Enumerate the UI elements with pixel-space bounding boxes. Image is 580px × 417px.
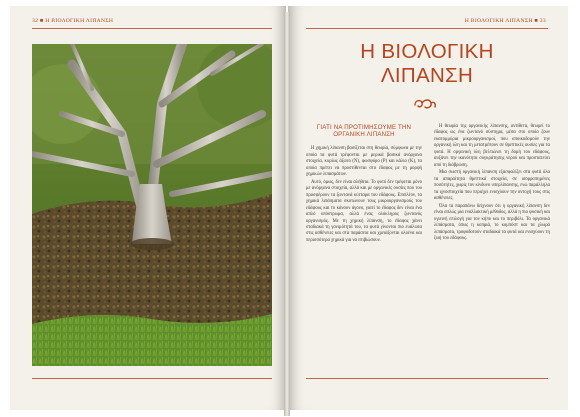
left-running-head: 32 ■ Η ΒΙΟΛΟΓΙΚΗ ΛΙΠΑΝΣΗ <box>32 18 114 24</box>
right-page <box>288 6 568 410</box>
ornament-icon <box>412 97 438 113</box>
column1-paragraph: Η χημική λίπανση βασίζεται στη θεωρία, σύμφωνα με την οποία τα φυτά τρέφονται με μερικά βασικά ανόργανα στοιχεία, κυρίως άζωτο (N), φωσφόρο (P) και κάλιο (K), τα οποία πρέπει να προστίθενται στο έδαφος με τη μορφή χημικών λιπασμάτων. <box>306 146 422 178</box>
column1-paragraph: Αυτό, όμως, δεν είναι αλήθεια. Το φυτό δεν τρέφεται μόνο με ανόργανα στοιχεία, αλλά και με οργανικές ουσίες που του προσφέρουν τα ζωντανά κύτταρα του εδάφους. Επιπλέον, τα χημικά λιπάσματα σκοτώνουν τους μικροοργανισμούς του εδάφους και το κάνουν άγονο, γιατί το έδαφος δεν είναι ένα απλό υπόστρωμα, αλλά ένας ολόκληρος ζωντανός οργανισμός. Με τη χημική λίπανση, το έδαφος χάνει σταδιακά τη γονιμότητά του, τα φυτά γίνονται πιο ευάλωτα στις ασθένειες και στα παράσιτα και χρειάζονται ολοένα και περισσότερα χημικά για να επιβιώσουν. <box>306 179 422 243</box>
chapter-title-line1: Η ΒΙΟΛΟΓΙΚΗ <box>360 40 494 63</box>
left-footer-rule <box>32 378 272 379</box>
book-gutter <box>284 12 290 416</box>
left-page <box>10 6 286 410</box>
book-spread <box>10 6 568 410</box>
tree-manure-photo <box>32 44 272 366</box>
column2-paragraph: Η θεωρία της οργανικής λίπανσης, αντίθετα, θεωρεί το έδαφος ως ένα ζωντανό σύστημα, μέσα στο οποίο ζουν εκατομμύρια μικροοργανισμοί, που αποικοδομούν την οργανική ύλη και τη μετατρέπουν σε θρεπτικές ουσίες για τα φυτά. Η οργανική ύλη βελτιώνει τη δομή του εδάφους, αυξάνει την ικανότητα συγκράτησης νερού και προστατεύει από τη διάβρωση. <box>434 124 550 168</box>
right-running-head: Η ΒΙΟΛΟΓΙΚΗ ΛΙΠΑΝΣΗ ■ 33 <box>464 18 546 24</box>
left-header-rule <box>32 28 272 29</box>
text-column-1 <box>306 124 422 246</box>
text-column-2 <box>434 124 550 244</box>
chapter-title <box>306 40 548 88</box>
column2-paragraph: Μια σωστή οργανική λίπανση εξασφαλίζει στα φυτά όλα τα απαραίτητα θρεπτικά στοιχεία, σε ισορροπημένες ποσότητες, χωρίς τον κίνδυνο υπερλίπανσης, ενώ παράλληλα τα ιχνοστοιχεία που περιέχει ενισχύουν την αντοχή τους στις ασθένειες. <box>434 170 550 202</box>
right-footer-rule <box>306 378 548 379</box>
chapter-title-line2: ΛΙΠΑΝΣΗ <box>380 64 474 87</box>
section-subheading: ΓΙΑΤΙ ΝΑ ΠΡΟΤΙΜΗΣΟΥΜΕ ΤΗΝ ΟΡΓΑΝΙΚΗ ΛΙΠΑΝΣΗ <box>316 124 412 139</box>
right-header-rule <box>306 28 548 29</box>
column2-paragraph: Όλα τα παραπάνω δείχνουν ότι η οργανική λίπανση δεν είναι απλώς μια εναλλακτική μέθοδος, αλλά η πιο φυσική και υγιεινή επιλογή για τον κήπο και το περιβόλι. Τα οργανικά λιπάσματα, όπως η κοπριά, το κομπόστ και τα χλωρά λιπάσματα, τροφοδοτούν σταδιακά τα φυτά και ενισχύουν τη ζωή του εδάφους. <box>434 203 550 242</box>
